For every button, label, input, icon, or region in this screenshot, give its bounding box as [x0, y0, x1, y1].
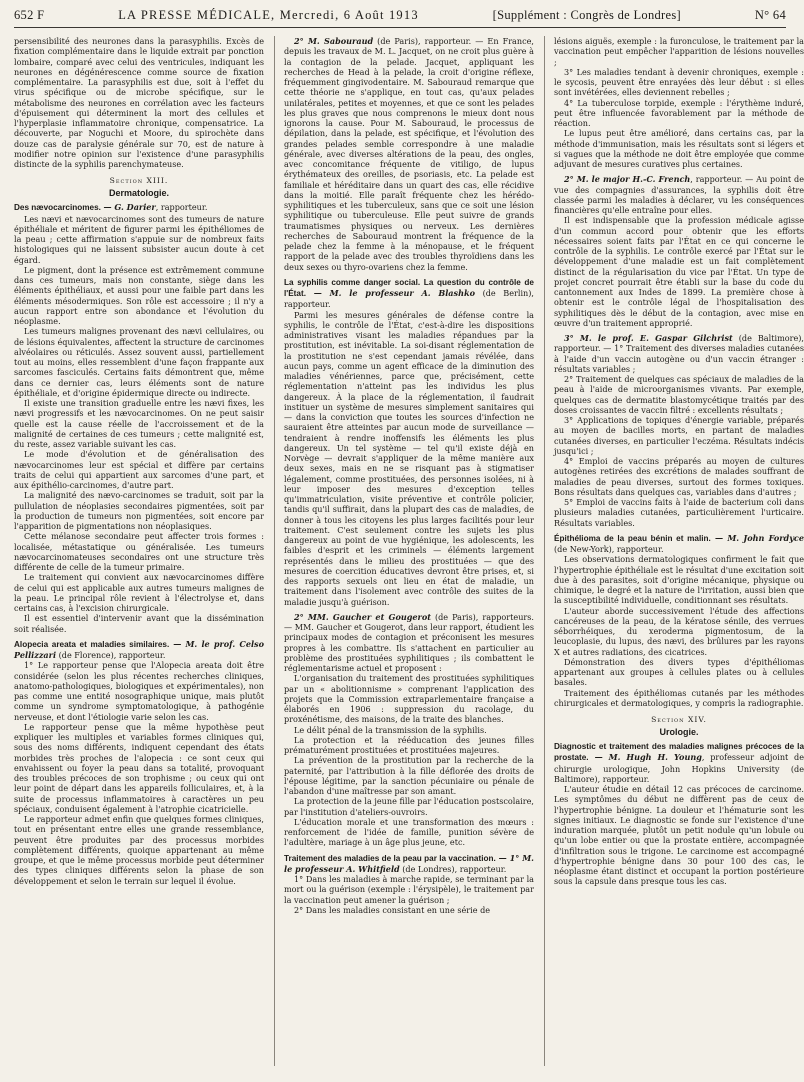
paragraph: Cette mélanose secondaire peut affecter trois formes : localisée, métastatique ou généralisée. Les tumeurs nævocarcinomateuses secondaires ont une structure très différente de celle de la tumeur primaire. — [14, 531, 264, 572]
paragraph-text: (de Paris), rapporteur. — En France, depuis les travaux de M. L. Jacquet, on ne croit plus guère à la contagion de la pelade. Jacquet, appliquant les recherches de Head à la pelade, la croit d'origine réflexe, fréquemment gingivodentaire. M. Sabouraud remarque que cette théorie ne s'applique, en tout cas, qu'aux pelades unilatérales, petites et moyennes, et que ce sont les pelades les plus graves que nous comprenons le mieux dont nous ignorons la cause. Pour M. Sabouraud, le processus de dépilation, dans la pelade, est spécifique, et l'évolution des grandes pelades semble correspondre à une maladie générale, avec diverses altérations de la peau, des ongles, avec concomitance fréquente de vitiligo, de lupus érythémateux des oreilles, de psoriasis, etc. La pelade est familiale et héréditaire dans un quart des cas, elle récidive dans la moitié. Elle paraît fréquente chez les hérédo-syphilitiques et les tuberculeux, sans que ce soit une lésion syphilitique ou tuberculeuse. Elle peut suivre de grands traumatismes physiques ou nerveux. Les dernières recherches de Sabouraud montrent la fréquence de la pelade chez la femme à la ménopause, et le fréquent rapport de la pelade avec des troubles thyroïdiens dans les deux sexes ou thyro-ovariens chez la femme. — [284, 36, 534, 272]
paragraph: Les nævi et nævocarcinomes sont des tumeurs de nature épithéliale et méritent de figurer parmi les épithéliomes de la peau ; cette affirmation s'appuie sur de nombreux faits histologiques qui ne laissent subsister aucun doute à cet égard. — [14, 213, 264, 265]
section-label: Section XIII. — [109, 176, 169, 186]
paragraph: L'auteur aborde successivement l'étude des affections cancéreuses de la peau, de la kératose sénile, des verrues séborrhéiques, du xeroderma pigmentosum, de la leucoplasie, du lupus, des nævi, des brûlures par les rayons X et autres radiations, des cicatrices. — [554, 605, 804, 657]
paragraph: La malignité des nævo-carcinomes se traduit, soit par la pullulation de néoplasies secondaires pigmentées, soit par la production de tumeurs non pigmentées, soit encore par l'apparition de pigmentations non néoplasiques. — [14, 490, 264, 531]
paragraph: Il est essentiel d'intervenir avant que la dissémination soit réalisée. — [14, 613, 264, 634]
paragraph: persensibilité des neurones dans la parasyphilis. Excès de fixation complémentaire dans le liquide extrait par ponction lombaire, comparé avec celui des ventricules, indiquant les neurones en dégénérescence comme source de fixation complémentaire. La parasyphilis est due, soit à l'effet du virus spécifique ou de microbe spécifique, sur le métabolisme des neurones en corrélation avec les facteurs d'épuisement qui déterminent la mort des cellules et l'hyperplasie inflammatoire chronique, compensatrice. La découverte, par Noguchi et Moore, du spirochète dans douze cas de paralysie générale sur 70, est de nature à modifier notre opinion sur l'existence d'une parasyphilis distincte de la syphilis parenchymateuse. — [14, 36, 264, 169]
paragraph: 1° Le rapporteur pense que l'Alopecia areata doit être considérée (selon les plus récentes recherches cliniques, anatomo-pathologiques, biologiques et expérimentales), non pas comme une entité nosographique unique, mais plutôt comme un syndrome symptomatologique, à pathogénie nerveuse, et dont l'étiologie varie selon les cas. — [14, 660, 264, 722]
paragraph: Il existe une transition graduelle entre les nævi fixes, les nævi progressifs et les nævocarcinomes. On ne peut saisir quelle est la cause réelle de l'accroissement et de la malignité de certaines de ces tumeurs ; cette malignité est, du reste, assez variable suivant les cas. — [14, 398, 264, 449]
section-title: Urologie. — [659, 727, 699, 737]
paragraph: Démonstration des divers types d'épithéliomas appartenant aux groupes à cellules plates ou à cellules basales. — [554, 656, 804, 688]
author-name: — M. John Fordyce — [710, 532, 804, 543]
heading-text: Diagnostic et traitement des maladies malignes précoces de la prostate. — [554, 742, 804, 763]
author-name: 3° M. le prof. E. Gaspar Gilchrist — [564, 333, 733, 343]
page-header — [14, 8, 786, 28]
issue-number: N° 64 — [754, 8, 786, 22]
column-1 — [14, 36, 264, 1066]
article-heading — [284, 853, 534, 875]
section-label: Section XIV. — [651, 715, 707, 724]
paragraph: lésions aiguës, exemple : la furonculose, le traitement par la vaccination peut empêcher l'apparition de lésions nouvelles ; — [554, 36, 804, 67]
heading-text: La syphilis comme danger social. La question du contrôle de l'État. — [284, 277, 534, 298]
author-role: (de New-York), rapporteur. — [554, 544, 664, 554]
author-role: , rapporteur. — [155, 202, 208, 213]
paragraph: Traitement des épithéliomas cutanés par les méthodes chirurgicales et dermatologiques, y compris la radiographie. — [554, 687, 804, 708]
author-name: — M. Hugh H. Young — [588, 752, 702, 763]
author-name: — G. Darier — [103, 202, 156, 213]
paragraph: Le pigment, dont la présence est extrêmement commune dans ces tumeurs, mais non constante, siège dans les éléments épithéliaux, et aussi pour une faible part dans les éléments mésodermiques. Son rôle est accessoire ; il n'y a aucun rapport entre son abondance et l'évolution du néoplasme. — [14, 264, 264, 326]
author-name: — M. le professeur A. Blashko — [305, 288, 475, 298]
paragraph: 1° Dans les maladies à marche rapide, se terminant par la mort ou la guérison (exemple : l'érysipèle), le traitement par la vaccination peut amener la guérison ; — [284, 874, 534, 905]
paragraph: 3° Applications de topiques d'énergie variable, préparés au moyen de bacilles morts, en partant de maladies cutanées diverses, en particulier l'eczéma. Résultats indécis jusqu'ici ; — [554, 415, 804, 456]
author-role: , professeur adjoint de chirurgie urologique, John Hopkins University (de Baltimore), rapporteur. — [554, 752, 804, 784]
article-heading — [284, 277, 534, 310]
paragraph: 2° Dans les maladies consistant en une série de — [294, 904, 491, 915]
heading-text: Alopecia areata et maladies similaires. — [14, 639, 170, 649]
article-heading — [14, 639, 264, 661]
paragraph: 2° Traitement de quelques cas spéciaux de maladies de la peau à l'aide de microorganismes vivants. Par exemple, quelques cas de dermatite blastomycétique traités par des doses croissantes de vaccin filtré : excellents résultats ; — [554, 374, 804, 415]
paragraph: L'auteur étudie en détail 12 cas précoces de carcinome. Les symptômes du début ne diffèrent pas de ceux de l'hypertrophie bénigne. La douleur et l'hématurie sont les signes initiaux. Le diagnostic se fonde sur l'existence d'une induration marquée, plutôt un petit nodule qu'un lobule ou qu'un lobe entier ou que la prostate entière, accompagnée d'infiltration sous le trigone. Le carcinome est accompagné d'hypertrophie bénigne dans 30 pour 100 des cas, le néoplasme étant distinct et occupant la portion postérieure sous la capsule dans presque tous les cas. — [554, 784, 804, 887]
paragraph: 4° Emploi de vaccins préparés au moyen de cultures autogènes retirées des excrétions de malades souffrant de maladies de peau diverses, surtout des formes toxiques. Bons résultats dans quelques cas, variables dans d'autres ; — [554, 456, 804, 497]
author-role: (de Berlin), rapporteur. — [284, 288, 534, 310]
paragraph — [554, 174, 804, 215]
paragraph: 4° La tuberculose torpide, exemple : l'érythème induré, peut être influencée favorablement par la méthode de réaction. — [554, 97, 804, 128]
heading-text: Traitement des maladies de la peau par la vaccination. — [284, 853, 496, 863]
paragraph: 3° Les maladies tendant à devenir chroniques, exemple : le sycosis, peuvent être enrayées dès leur début : si elles sont invétérées, elles deviennent rebelles ; — [554, 66, 804, 98]
paragraph — [284, 612, 534, 674]
paragraph-text: , rapporteur. — Au point de vue des compagnies d'assurances, la syphilis doit être classée parmi les maladies à déclarer, vu les conséquences financières qu'elle entraîne pour elles. — [554, 174, 804, 215]
author-role: (de Londres), rapporteur. — [399, 863, 507, 874]
page-number: 652 F — [14, 8, 45, 22]
paragraph: Le mode d'évolution et de généralisation des nævocarcinomes leur est spécial et diffère par certains traits de celui qui appartient aux sarcomes d'une part, et aux épithélio-carcinomes, d'autre part. — [14, 449, 264, 490]
supplement-label: [Supplément : Congrès de Londres] — [492, 8, 681, 22]
paragraph: Le lupus peut être amélioré, dans certains cas, par la méthode d'immunisation, mais les résultats sont si légers et si vagues que la méthode ne doit être employée que comme adjuvant de mesures curatives plus certaines. — [554, 128, 804, 169]
paragraph: La prévention de la prostitution par la recherche de la paternité, par l'attribution à la fille déflorée des droits de l'épouse légitime, par la sanction pécuniaire ou pénale de l'abandon d'une maîtresse par son amant. — [284, 755, 534, 796]
author-name: 2° MM. Gaucher et Gougerot — [294, 611, 431, 622]
paragraph: Le traitement qui convient aux nævocarcinomes diffère de celui qui est applicable aux autres tumeurs malignes de la peau. Le principal rôle revient à l'électrolyse et, dans certains cas, à l'excision chirurgicale. — [14, 572, 264, 613]
paragraph: La protection et la rééducation des jeunes filles prématurément prostituées et prostituées majeures. — [284, 734, 534, 755]
article-heading — [554, 533, 804, 555]
paragraph: La protection de la jeune fille par l'éducation postscolaire, par l'institution d'ateliers-ouvroirs. — [284, 796, 534, 817]
article-heading — [14, 202, 264, 213]
paragraph: L'éducation morale et une transformation des mœurs : renforcement de l'idée de famille, punition sévère de l'adultère, mariage à un âge plus jeune, etc. — [284, 816, 534, 848]
paragraph: Le délit pénal de la transmission de la syphilis. — [294, 724, 487, 735]
journal-title: LA PRESSE MÉDICALE, Mercredi, 6 Août 1913 — [118, 8, 419, 22]
paragraph-text: (de Paris), rapporteurs. — MM. Gaucher et Gougerot, dans leur rapport, étudient les principaux modes de contagion et préconisent les mesures propres à les combattre. Ils s'attachent en particulier au problème des prostituées syphilitiques ; ils combattent le réglementarisme actuel et proposent : — [284, 611, 534, 673]
column-2 — [274, 36, 534, 1066]
author-name: 2° M. le major H.-C. French — [564, 174, 691, 185]
paragraph: Il est indispensable que la profession médicale agisse d'un commun accord pour obtenir que les efforts nécessaires soient faits par l'État en ce qui concerne le contrôle de la syphilis. Le contrôle exercé par l'État sur le développement d'une maladie est un fait complètement distinct de la régularisation du vice par l'État. Un type de projet concret pourrait être établi sur la base du code du cantonnement aux Indes de 1899. La première chose à obtenir est le contrôle légal de l'hospitalisation des syphilitiques dès le début de la contagion, avec mise en œuvre d'un traitement approprié. — [554, 215, 804, 328]
paragraph: Le rapporteur admet enfin que quelques formes cliniques, tout en présentant entre elles une grande ressemblance, peuvent être produites par des processus morbides complètement différents, quoique appartenant au même groupe, et que le même processus morbide peut déterminer des types cliniques différents selon la phase de son développement et selon le terrain sur lequel il évolue. — [14, 814, 264, 886]
text-columns — [14, 36, 804, 1066]
paragraph: L'organisation du traitement des prostituées syphilitiques par un « abolitionnisme » comprenant l'application des projets que la Commission extraparlementaire française a élaborés en 1906 : suppression du racolage, du proxénétisme, des maisons, de la traite des blanches. — [284, 673, 534, 725]
paragraph: Les tumeurs malignes provenant des nævi cellulaires, ou de lésions équivalentes, affectent la structure de carcinomes alvéolaires ou réticulés. Assez souvent aussi, partiellement tout au moins, elles ressemblent d'une façon frappante aux sarcomes fasciculés. Certains faits démontrent que, même dans ce dernier cas, leurs éléments sont de nature épithéliale, et d'origine épidermique directe ou indirecte. — [14, 326, 264, 398]
paragraph: 5° Emploi de vaccins faits à l'aide de bacterium coli dans plusieurs maladies cutanées, particulièrement l'urticaire. Résultats variables. — [554, 497, 804, 528]
heading-text: Épithélioma de la peau bénin et malin. — [554, 533, 711, 543]
author-role: (de Florence), rapporteur. — [56, 650, 166, 660]
paragraph: Les observations dermatologiques confirment le fait que l'hypertrophie épithéliale est le résultat d'une excitation soit due à des parasites, soit d'origine mécanique, physique ou chimique, le degré et la nature de l'irritation, aussi bien que la susceptibilité individuelle, conditionnant ses résultats. — [554, 554, 804, 606]
column-3 — [544, 36, 804, 1066]
author-name: — M. le prof. Celso Pellizzari — [14, 638, 265, 660]
paragraph: Le rapporteur pense que la même hypothèse peut expliquer les multiples et variables formes cliniques qui, sous des noms différents, indiquent cependant des états morbides très proches de l'alopecia : ce sont ceux qui envahissent ou foyer la peau dans sa totalité, provoquant des troubles précoces de son trophisme ; ou ceux qui ont leur point de départ dans les appareils folliculaires, et, à la suite de processus inflammatoires à caractères un peu spéciaux, conduisent également à l'atrophie cicatricielle. — [14, 721, 264, 814]
section-title: Dermatologie. — [108, 188, 169, 199]
paragraph: Parmi les mesures générales de défense contre la syphilis, le contrôle de l'État, c'est-à-dire les dispositions administratives visant les maladies répandues par la prostitution, est inévitable. La soi-disant réglementation de la prostitution ne s'est cependant jamais révélée, dans aucun pays, comme un agent efficace de la diminution des maladies vénériennes, parce que, précisément, cette réglementation n'atteint pas les individus les plus dangereux. À la place de la réglementation, il faudrait instituer un système de mesures simplement sanitaires qui — dans la conviction que toutes les sources d'infection ne sauraient être atteintes par aucun mode de surveillance — tendraient à rendre inoffensifs les éléments les plus dangereux. Un tel système — tel qu'il existe déjà en Norvège — devrait s'appliquer de la même manière aux deux sexes, mais en ne se risquant pas à stigmatiser légalement, comme prostituées, des personnes isolées, ni à leur imposer des mesures d'exception telles qu'immatriculation, visite préventive et contrôle policier, tandis qu'il suffirait, dans la plupart des cas de maladies, de donner à tous les citoyens les plus larges facilités pour leur traitement. C'est seulement contre les sujets les plus dangereux au point de vue hygiénique, les adolescents, les faibles d'esprit et les criminels — éléments largement représentés dans le milieu des prostituées — que des mesures de coercition éducatives devront être prises, et, si des rapports sexuels ont lieu en état de maladie, un traitement dans l'isolement avec contrôle des suites de la maladie jusqu'à guérison. — [284, 309, 534, 607]
author-name: 2° M. Sabouraud — [294, 36, 374, 46]
heading-text: Des nævocarcinomes. — [14, 203, 101, 213]
paragraph — [284, 36, 534, 272]
paragraph-text: (de Baltimore), rapporteur. — 1° Traitement des diverses maladies cutanées à l'aide d'un vaccin autogène ou d'un vaccin étranger : résultats variables ; — [554, 333, 804, 374]
article-heading — [554, 741, 804, 784]
author-name: — 1° M. le professeur A. Whitfield — [284, 852, 534, 874]
paragraph — [554, 333, 804, 374]
